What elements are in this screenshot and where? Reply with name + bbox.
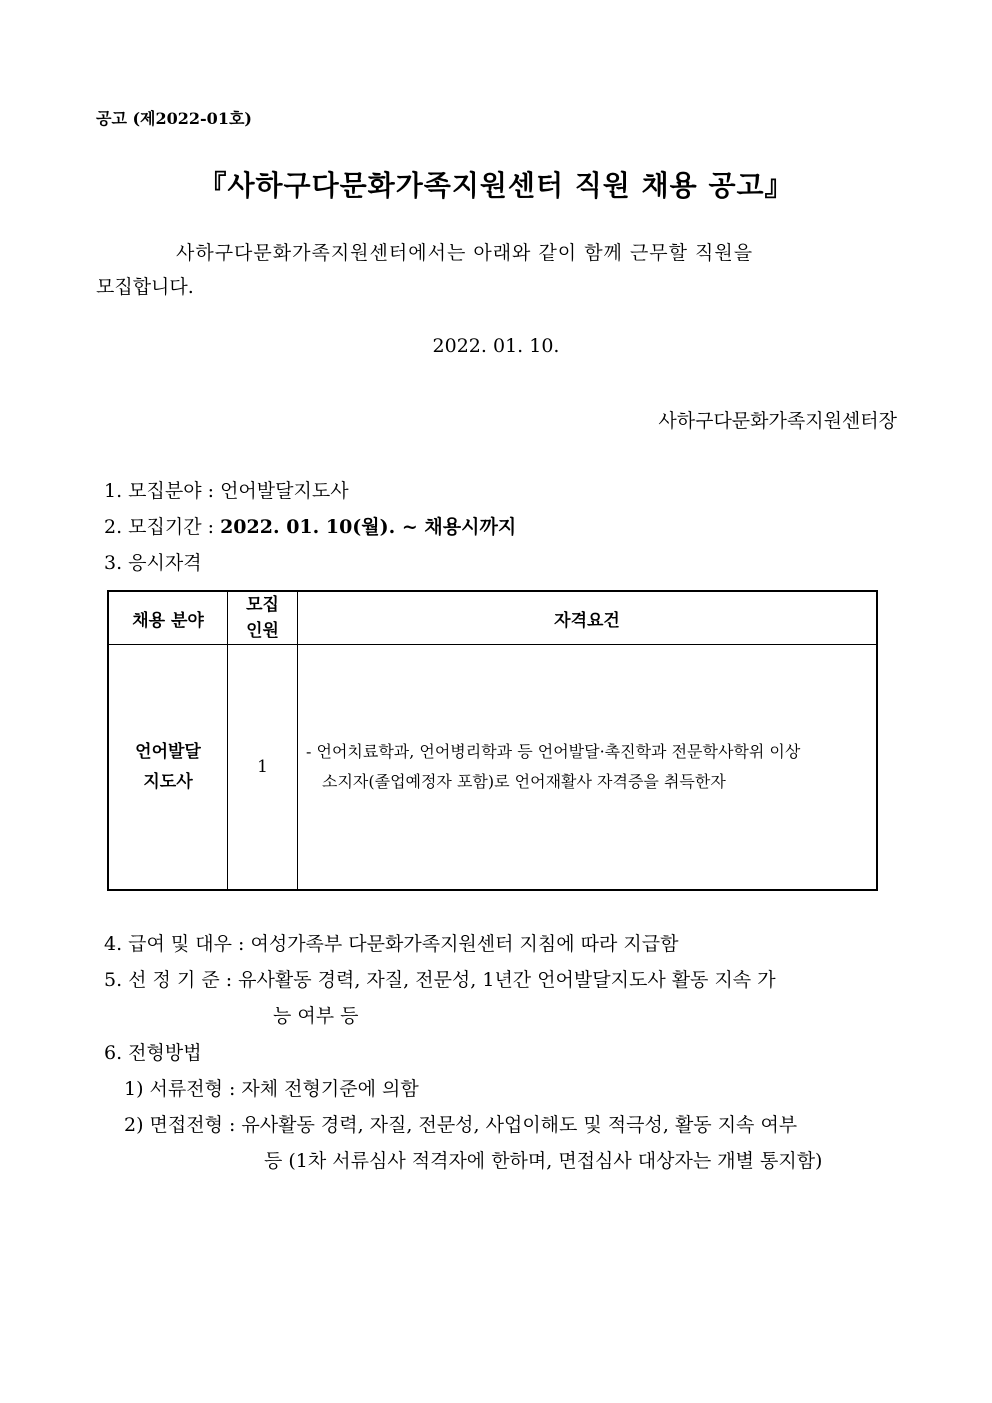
method-interview-line-1: 2) 면접전형 : 유사활동 경력, 자질, 전문성, 사업이해도 및 적극성, 활동 지속 여부 [124, 1114, 798, 1136]
requirement-line-2: 소지자(졸업예정자 포함)로 언어재활사 자격증을 취득한자 [322, 772, 726, 791]
item-qualification: 3. 응시자격 [104, 552, 202, 574]
table-row [108, 645, 877, 891]
item-criteria-line-1: 5. 선 정 기 준 : 유사활동 경력, 자질, 전문성, 1년간 언어발달지도사 활동 지속 가 [104, 969, 776, 991]
header-count-line-1: 모집 [246, 595, 279, 615]
notice-number: 공고 (제2022-01호) [96, 109, 252, 128]
item-criteria-line-2: 능 여부 등 [273, 1005, 359, 1027]
method-document: 1) 서류전형 : 자체 전형기준에 의함 [124, 1078, 419, 1100]
row-field-line-1: 언어발달 [135, 742, 201, 762]
page-title: 『사하구다문화가족지원센터 직원 채용 공고』 [198, 169, 794, 202]
announcement-date: 2022. 01. 10. [432, 335, 560, 357]
item-recruit-period [104, 512, 516, 539]
recruit-field-label: 1. 모집분야 : [104, 480, 221, 502]
header-field: 채용 분야 [108, 591, 228, 645]
intro-line-1: 사하구다문화가족지원센터에서는 아래와 같이 함께 근무할 직원을 [176, 242, 754, 264]
row-field [108, 645, 228, 891]
header-requirement: 자격요건 [298, 591, 878, 645]
header-count [228, 591, 298, 645]
recruit-field-value: 언어발달지도사 [220, 480, 349, 502]
row-requirement [298, 645, 878, 891]
requirement-line-1: - 언어치료학과, 언어병리학과 등 언어발달·촉진학과 전문학사학위 이상 [306, 742, 801, 761]
item-salary: 4. 급여 및 대우 : 여성가족부 다문화가족지원센터 지침에 따라 지급함 [104, 933, 679, 955]
signer: 사하구다문화가족지원센터장 [658, 410, 897, 432]
item-method: 6. 전형방법 [104, 1042, 202, 1064]
row-count: 1 [228, 645, 298, 891]
table-header-row [108, 591, 877, 645]
recruit-period-value: 2022. 01. 10(월). ~ 채용시까지 [220, 516, 517, 538]
row-field-line-2: 지도사 [143, 772, 193, 792]
header-count-line-2: 인원 [246, 621, 279, 641]
intro-line-2: 모집합니다. [96, 276, 194, 298]
recruit-period-label: 2. 모집기간 : [104, 516, 221, 538]
qualification-table [107, 590, 878, 891]
item-recruit-field [104, 476, 349, 503]
method-interview-line-2: 등 (1차 서류심사 적격자에 한하며, 면접심사 대상자는 개별 통지함) [264, 1150, 823, 1172]
